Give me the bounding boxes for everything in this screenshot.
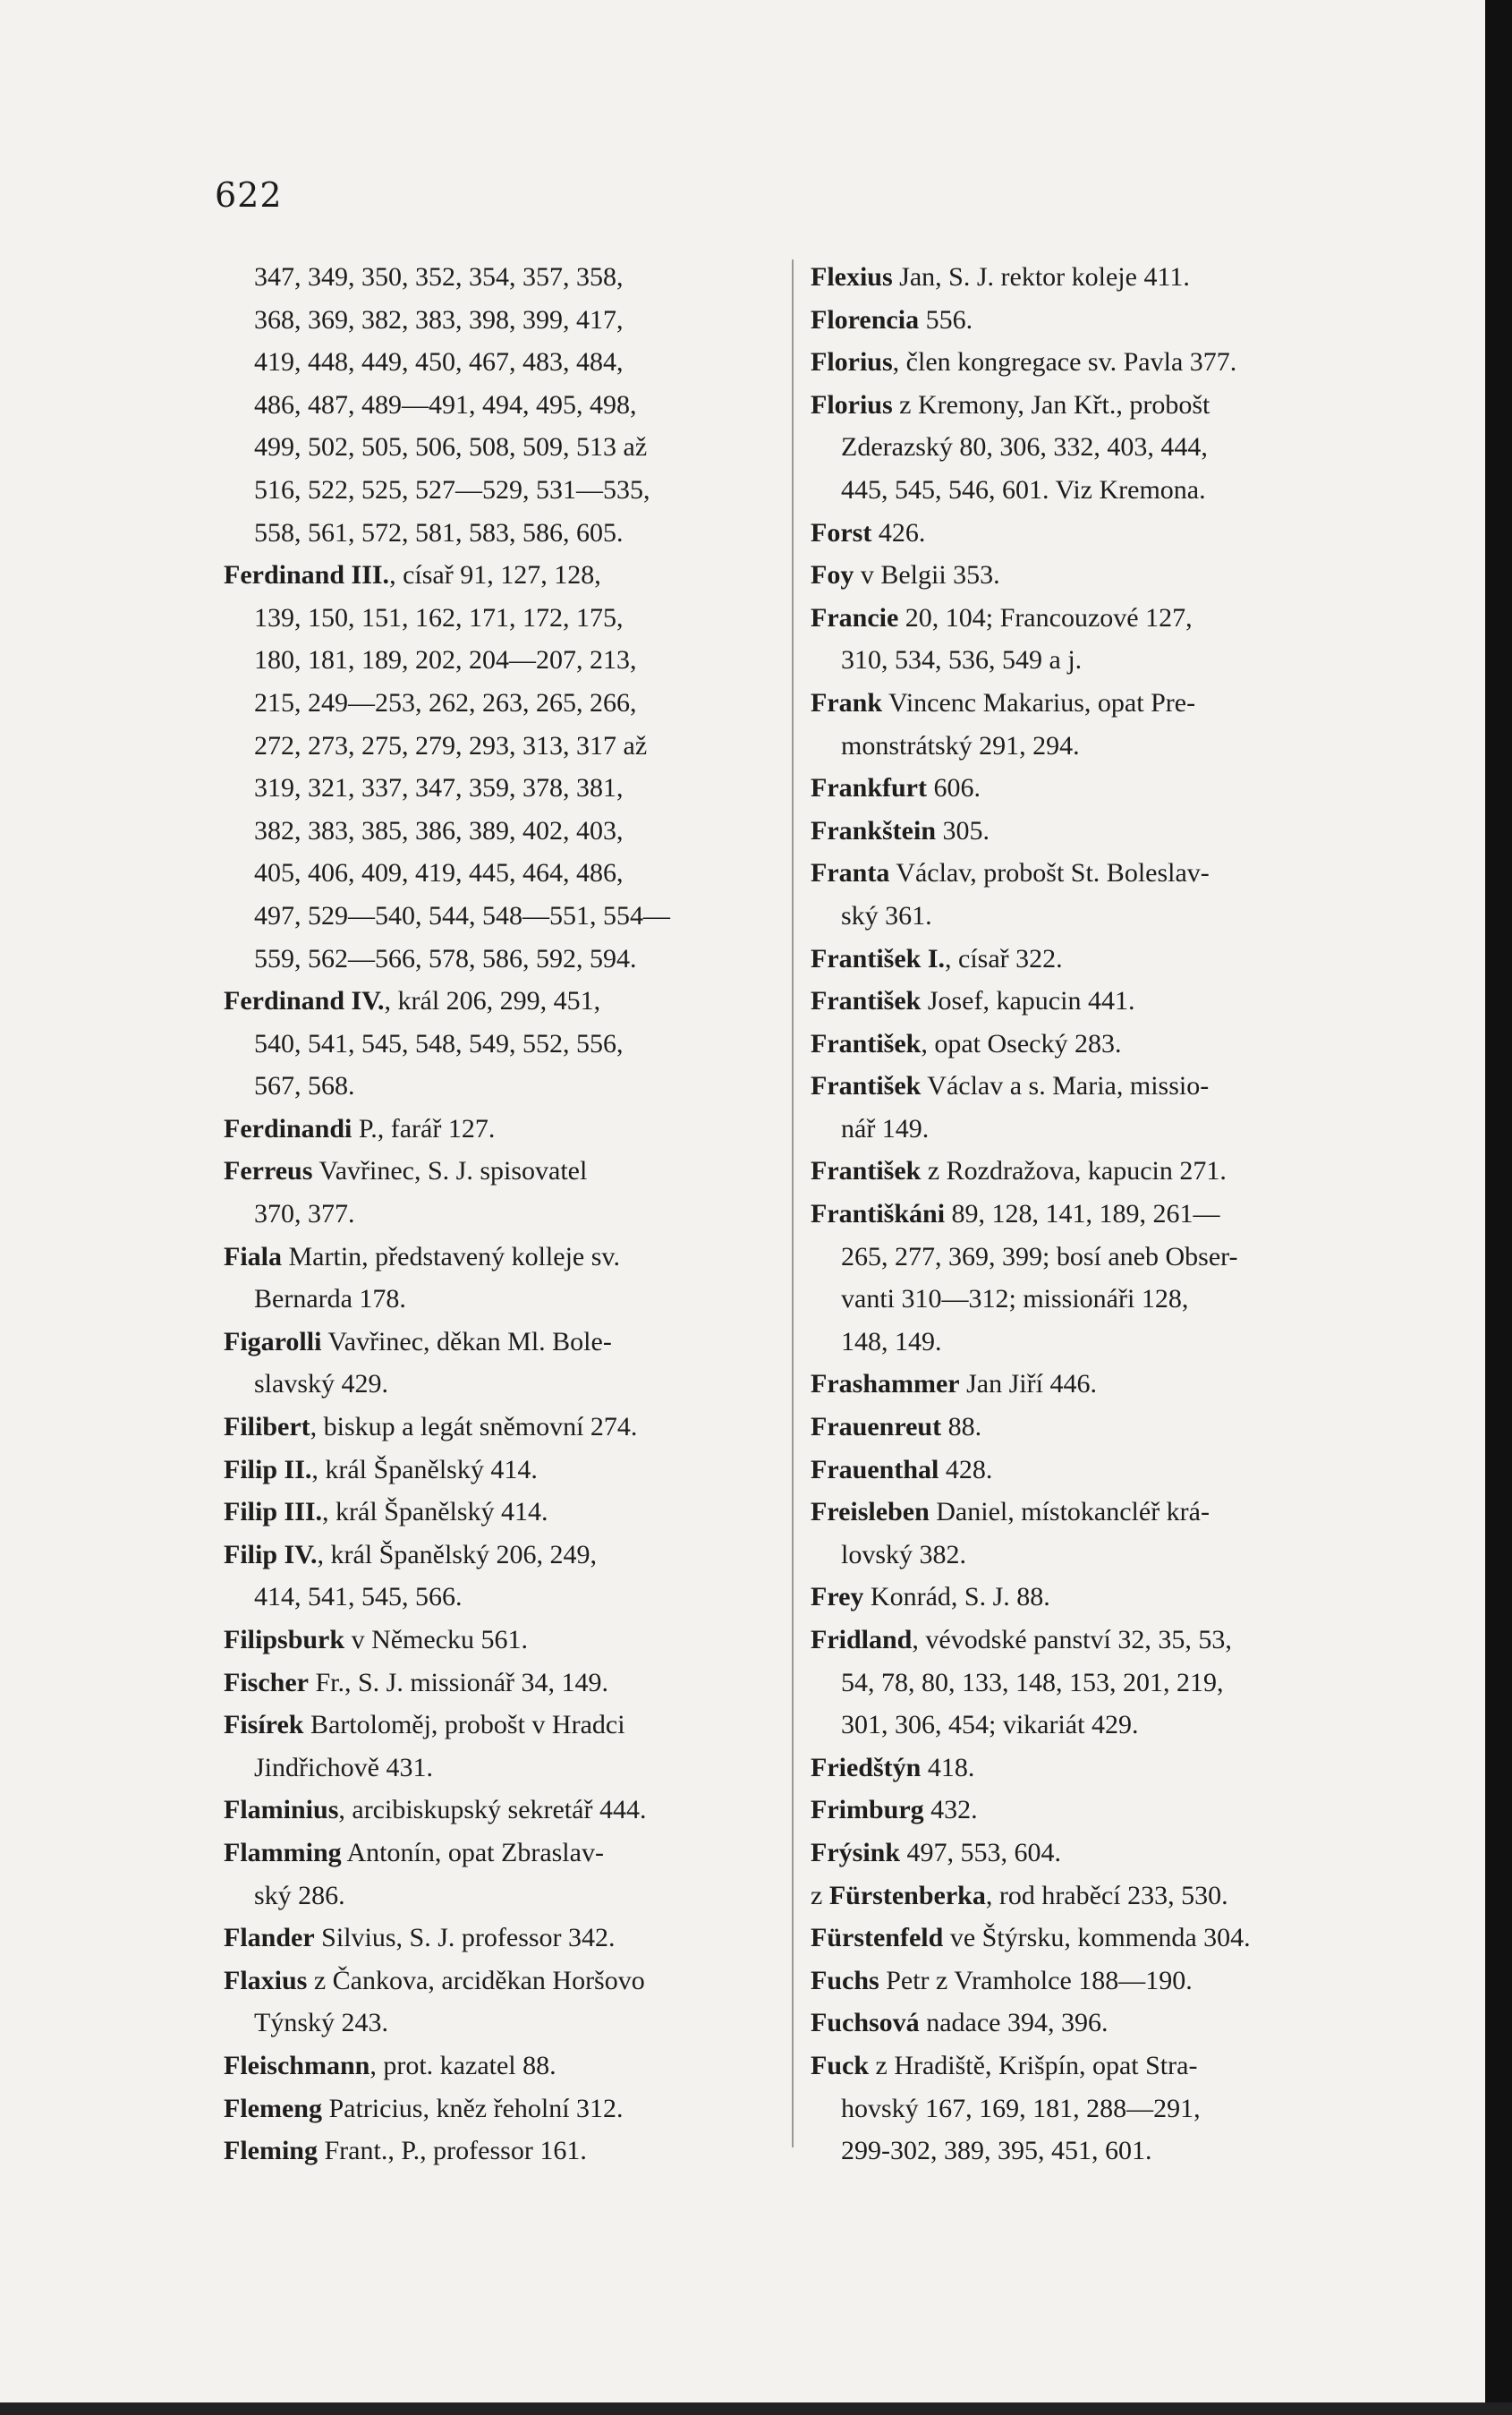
entry-headword: Flander [224,1923,315,1953]
index-entry-continuation [224,2002,783,2045]
entry-text: 368, 369, 382, 383, 398, 399, 417, [254,304,624,335]
entry-text: Václav a s. Maria, missio- [921,1071,1210,1101]
index-entry [811,682,1370,725]
entry-text: , biskup a legát sněmovní 274. [310,1412,638,1442]
entry-prefix: z [811,1880,829,1910]
entry-text: z Hradiště, Krišpín, opat Stra- [869,2050,1198,2080]
entry-headword: Frankštein [811,815,937,846]
index-column-right [811,256,1370,2173]
entry-text: z Kremony, Jan Křt., probošt [892,389,1210,420]
entry-text: Josef, kapucin 441. [921,986,1135,1016]
index-entry-continuation [811,426,1370,469]
index-entry [811,1917,1370,1960]
index-entry [811,810,1370,853]
index-entry [224,1491,783,1534]
entry-headword: Florencia [811,304,920,335]
entry-headword: Františkáni [811,1199,946,1229]
scan-edge-right [1485,0,1512,2415]
entry-text: , vévodské panství 32, 35, 53, [912,1625,1232,1654]
index-entry [811,852,1370,895]
entry-text: Daniel, místokancléř krá- [929,1497,1210,1527]
entry-text: Vavřinec, děkan Ml. Bole- [321,1326,612,1356]
entry-headword: František [811,1028,922,1059]
entry-text: Konrád, S. J. 88. [863,1582,1050,1612]
index-entry [811,2002,1370,2045]
entry-text: Bernarda 178. [254,1284,406,1314]
index-entry [811,1747,1370,1790]
entry-text: , císař 91, 127, 128, [389,560,601,591]
index-entry-continuation [811,1704,1370,1747]
index-entry-continuation [224,341,783,384]
entry-text: 299-302, 389, 395, 451, 601. [841,2136,1152,2166]
index-entry [811,1875,1370,1918]
index-entry-continuation [224,1576,783,1619]
entry-headword: František [811,986,922,1016]
entry-text: 382, 383, 385, 386, 389, 402, 403, [254,815,624,846]
index-entry-continuation [811,1278,1370,1321]
entry-headword: František [811,1071,922,1101]
entry-text: 310, 534, 536, 549 a j. [841,645,1083,676]
index-entry-continuation [224,895,783,938]
entry-text: 89, 128, 141, 189, 261— [945,1199,1220,1229]
index-entry [811,1576,1370,1619]
entry-text: hovský 167, 169, 181, 288—291, [841,2093,1201,2123]
index-entry [224,1917,783,1960]
entry-headword: Figarolli [224,1326,322,1356]
index-entry [224,1449,783,1492]
index-column-left [224,256,783,2173]
entry-text: 20, 104; Francouzové 127, [898,602,1193,633]
index-entry [811,1789,1370,1832]
entry-text: 540, 541, 545, 548, 549, 552, 556, [254,1028,624,1059]
index-entry [224,554,783,597]
entry-text: 54, 78, 80, 133, 148, 153, 201, 219, [841,1667,1224,1697]
entry-text: Silvius, S. J. professor 342. [314,1923,616,1953]
entry-text: 567, 568. [254,1071,355,1101]
entry-headword: Fisírek [224,1710,304,1740]
entry-headword: Fürstenfeld [811,1923,944,1953]
page-number: 622 [215,175,283,215]
index-entry-continuation [224,1747,783,1790]
entry-headword: Frauenthal [811,1454,939,1484]
entry-headword: Fischer [224,1667,309,1697]
index-entry-continuation [224,767,783,810]
index-entry-continuation [224,256,783,299]
index-entry [224,1704,783,1747]
index-entry [811,256,1370,299]
entry-text: Frant., P., professor 161. [318,2136,587,2166]
entry-headword: Ferdinandi [224,1113,353,1144]
entry-text: Týnský 243. [254,2008,388,2038]
index-entry-continuation [811,895,1370,938]
entry-headword: František I. [811,943,945,974]
entry-headword: Frank [811,687,883,718]
entry-text: , král Španělský 414. [322,1497,548,1527]
entry-headword: Fuchsová [811,2008,920,2038]
index-entry [224,1534,783,1577]
scan-edge-bottom [0,2402,1512,2415]
entry-text: 558, 561, 572, 581, 583, 586, 605. [254,517,624,548]
entry-headword: Frashammer [811,1369,960,1399]
entry-text: , opat Osecký 283. [921,1028,1122,1059]
entry-text: ský 361. [841,900,932,931]
entry-text: 418. [921,1752,975,1782]
entry-headword: Frýsink [811,1837,901,1867]
index-entry [811,1193,1370,1236]
index-entry [811,1491,1370,1534]
entry-headword: Florius [811,389,893,420]
index-entry [811,341,1370,384]
index-entry [224,1662,783,1705]
index-entry-continuation [811,725,1370,768]
entry-text: , král Španělský 414. [311,1454,538,1484]
index-entry-continuation [811,639,1370,682]
entry-text: Bartoloměj, probošt v Hradci [303,1710,625,1740]
entry-text: , rod hraběcí 233, 530. [985,1880,1228,1910]
entry-text: Martin, představený kolleje sv. [282,1241,620,1271]
entry-headword: Forst [811,517,872,548]
entry-headword: Fiala [224,1241,282,1271]
entry-text: 497, 529—540, 544, 548—551, 554— [254,900,670,931]
entry-text: 405, 406, 409, 419, 445, 464, 486, [254,858,624,889]
index-entry [224,1832,783,1875]
entry-headword: Frey [811,1582,864,1612]
index-entry [811,1150,1370,1193]
index-entry [811,1065,1370,1108]
entry-text: Václav, probošt St. Boleslav- [889,858,1210,889]
index-entry-continuation [224,384,783,427]
entry-headword: Fleming [224,2136,318,2166]
index-entry-continuation [811,469,1370,512]
index-entry [224,2045,783,2088]
index-entry [811,1363,1370,1406]
index-entry [811,767,1370,810]
entry-text: nář 149. [841,1113,930,1144]
entry-headword: Filip IV. [224,1539,318,1569]
entry-text: vanti 310—312; missionáři 128, [841,1284,1189,1314]
entry-text: 139, 150, 151, 162, 171, 172, 175, [254,602,624,633]
entry-text: 499, 502, 505, 506, 508, 509, 513 až [254,432,648,463]
index-entry-continuation [811,1662,1370,1705]
index-entry [811,1619,1370,1662]
index-entry-continuation [224,1363,783,1406]
entry-text: Jan, S. J. rektor koleje 411. [892,262,1190,292]
entry-headword: Frankfurt [811,773,927,804]
index-entry [811,597,1370,640]
entry-text: 556. [919,304,973,335]
entry-text: lovský 382. [841,1539,967,1569]
index-entry [811,299,1370,342]
entry-headword: Fleischmann [224,2050,370,2080]
index-entry [224,2088,783,2130]
index-entry [224,2130,783,2173]
entry-headword: Filipsburk [224,1625,345,1654]
index-entry-continuation [811,1321,1370,1364]
index-entry-continuation [811,2088,1370,2130]
entry-text: Vavřinec, S. J. spisovatel [312,1156,588,1186]
entry-headword: Franta [811,858,890,889]
entry-text: nadace 394, 396. [919,2008,1109,2038]
index-entry [224,1236,783,1279]
entry-text: 347, 349, 350, 352, 354, 357, 358, [254,262,624,292]
index-entry-continuation [224,639,783,682]
entry-headword: Flexius [811,262,893,292]
entry-text: 319, 321, 337, 347, 359, 378, 381, [254,773,624,804]
entry-text: 305. [936,815,990,846]
entry-text: 215, 249—253, 262, 263, 265, 266, [254,687,637,718]
entry-text: , prot. kazatel 88. [370,2050,556,2080]
entry-text: Petr z Vramholce 188—190. [879,1965,1193,1995]
entry-text: 606. [927,773,981,804]
entry-text: Fr., S. J. missionář 34, 149. [308,1667,609,1697]
entry-headword: Filip III. [224,1497,323,1527]
index-entry-continuation [811,1108,1370,1151]
index-entry-continuation [224,725,783,768]
entry-headword: Fürstenberka [828,1880,986,1910]
entry-headword: Ferdinand III. [224,560,390,591]
entry-text: Antonín, opat Zbraslav- [341,1837,604,1867]
index-entry-continuation [224,938,783,981]
entry-text: Patricius, kněz řeholní 312. [321,2093,624,2123]
entry-headword: Filip II. [224,1454,312,1484]
index-entry-continuation [224,810,783,853]
index-entry [811,1960,1370,2003]
entry-headword: Florius [811,347,893,378]
index-entry-continuation [811,1236,1370,1279]
entry-text: 265, 277, 369, 399; bosí aneb Obser- [841,1241,1238,1271]
index-entry-continuation [224,426,783,469]
entry-headword: Ferreus [224,1156,313,1186]
entry-headword: Friedštýn [811,1752,922,1782]
entry-headword: Frauenreut [811,1412,942,1442]
entry-text: , arcibiskupský sekretář 444. [338,1795,647,1825]
entry-text: 88. [941,1412,982,1442]
entry-headword: Ferdinand IV. [224,986,385,1016]
entry-text: Jindřichově 431. [254,1752,433,1782]
entry-text: , král 206, 299, 451, [384,986,601,1016]
index-entry [811,1832,1370,1875]
index-entry-continuation [224,1875,783,1918]
index-entry [224,980,783,1023]
index-entry [224,1321,783,1364]
entry-text: z Rozdražova, kapucin 271. [921,1156,1227,1186]
index-entry-continuation [224,469,783,512]
index-entry [224,1619,783,1662]
index-entry-continuation [224,299,783,342]
index-entry-continuation [224,1193,783,1236]
index-entry-continuation [811,1534,1370,1577]
index-entry [811,384,1370,427]
entry-text: 516, 522, 525, 527—529, 531—535, [254,474,650,505]
index-entry [811,554,1370,597]
index-entry [811,1023,1370,1066]
entry-text: monstrátský 291, 294. [841,730,1080,761]
entry-text: ve Štýrsku, kommenda 304. [943,1923,1251,1953]
entry-text: 445, 545, 546, 601. Viz Kremona. [841,474,1206,505]
entry-headword: Flamming [224,1837,342,1867]
entry-text: , císař 322. [945,943,1063,974]
entry-headword: Fuchs [811,1965,879,1995]
entry-text: 497, 553, 604. [900,1837,1062,1867]
index-entry [224,1789,783,1832]
entry-text: 414, 541, 545, 566. [254,1582,463,1612]
entry-text: 428. [939,1454,993,1484]
index-entry-continuation [811,2130,1370,2173]
entry-text: Zderazský 80, 306, 332, 403, 444, [841,432,1208,463]
entry-headword: Foy [811,560,854,591]
index-entry [811,1406,1370,1449]
index-entry [224,1406,783,1449]
entry-headword: Flemeng [224,2093,322,2123]
index-entry [224,1108,783,1151]
entry-text: 301, 306, 454; vikariát 429. [841,1710,1139,1740]
entry-text: slavský 429. [254,1369,388,1399]
index-entry [224,1150,783,1193]
entry-text: 370, 377. [254,1199,355,1229]
column-divider [792,259,794,2147]
index-entry-continuation [224,512,783,555]
entry-text: v Německu 561. [344,1625,529,1654]
entry-text: Jan Jiří 446. [959,1369,1097,1399]
entry-text: 432. [923,1795,978,1825]
index-entry [811,938,1370,981]
index-entry-continuation [224,1023,783,1066]
entry-text: v Belgii 353. [854,560,1000,591]
index-entry [224,1960,783,2003]
entry-headword: Flaminius [224,1795,339,1825]
entry-text: 148, 149. [841,1326,942,1356]
entry-headword: Freisleben [811,1497,930,1527]
index-entry [811,980,1370,1023]
entry-text: z Čankova, arciděkan Horšovo [307,1965,645,1995]
index-entry-continuation [224,597,783,640]
entry-text: , král Španělský 206, 249, [317,1539,597,1569]
entry-text: Vincenc Makarius, opat Pre- [882,687,1196,718]
index-entry-continuation [224,852,783,895]
index-entry [811,2045,1370,2088]
entry-headword: Francie [811,602,899,633]
index-entry-continuation [224,1278,783,1321]
entry-headword: František [811,1156,922,1186]
entry-text: 486, 487, 489—491, 494, 495, 498, [254,389,637,420]
entry-headword: Flaxius [224,1965,308,1995]
index-entry-continuation [224,682,783,725]
entry-text: P., farář 127. [352,1113,496,1144]
entry-text: 419, 448, 449, 450, 467, 483, 484, [254,347,624,378]
index-entry [811,1449,1370,1492]
entry-headword: Fridland [811,1625,913,1654]
entry-text: ský 286. [254,1880,345,1910]
index-entry [811,512,1370,555]
entry-text: 426. [871,517,926,548]
entry-headword: Filibert [224,1412,310,1442]
index-entry-continuation [224,1065,783,1108]
entry-headword: Fuck [811,2050,870,2080]
entry-text: 180, 181, 189, 202, 204—207, 213, [254,645,637,676]
entry-text: , člen kongregace sv. Pavla 377. [892,347,1237,378]
entry-text: 272, 273, 275, 279, 293, 313, 317 až [254,730,648,761]
entry-text: 559, 562—566, 578, 586, 592, 594. [254,943,637,974]
entry-headword: Frimburg [811,1795,924,1825]
